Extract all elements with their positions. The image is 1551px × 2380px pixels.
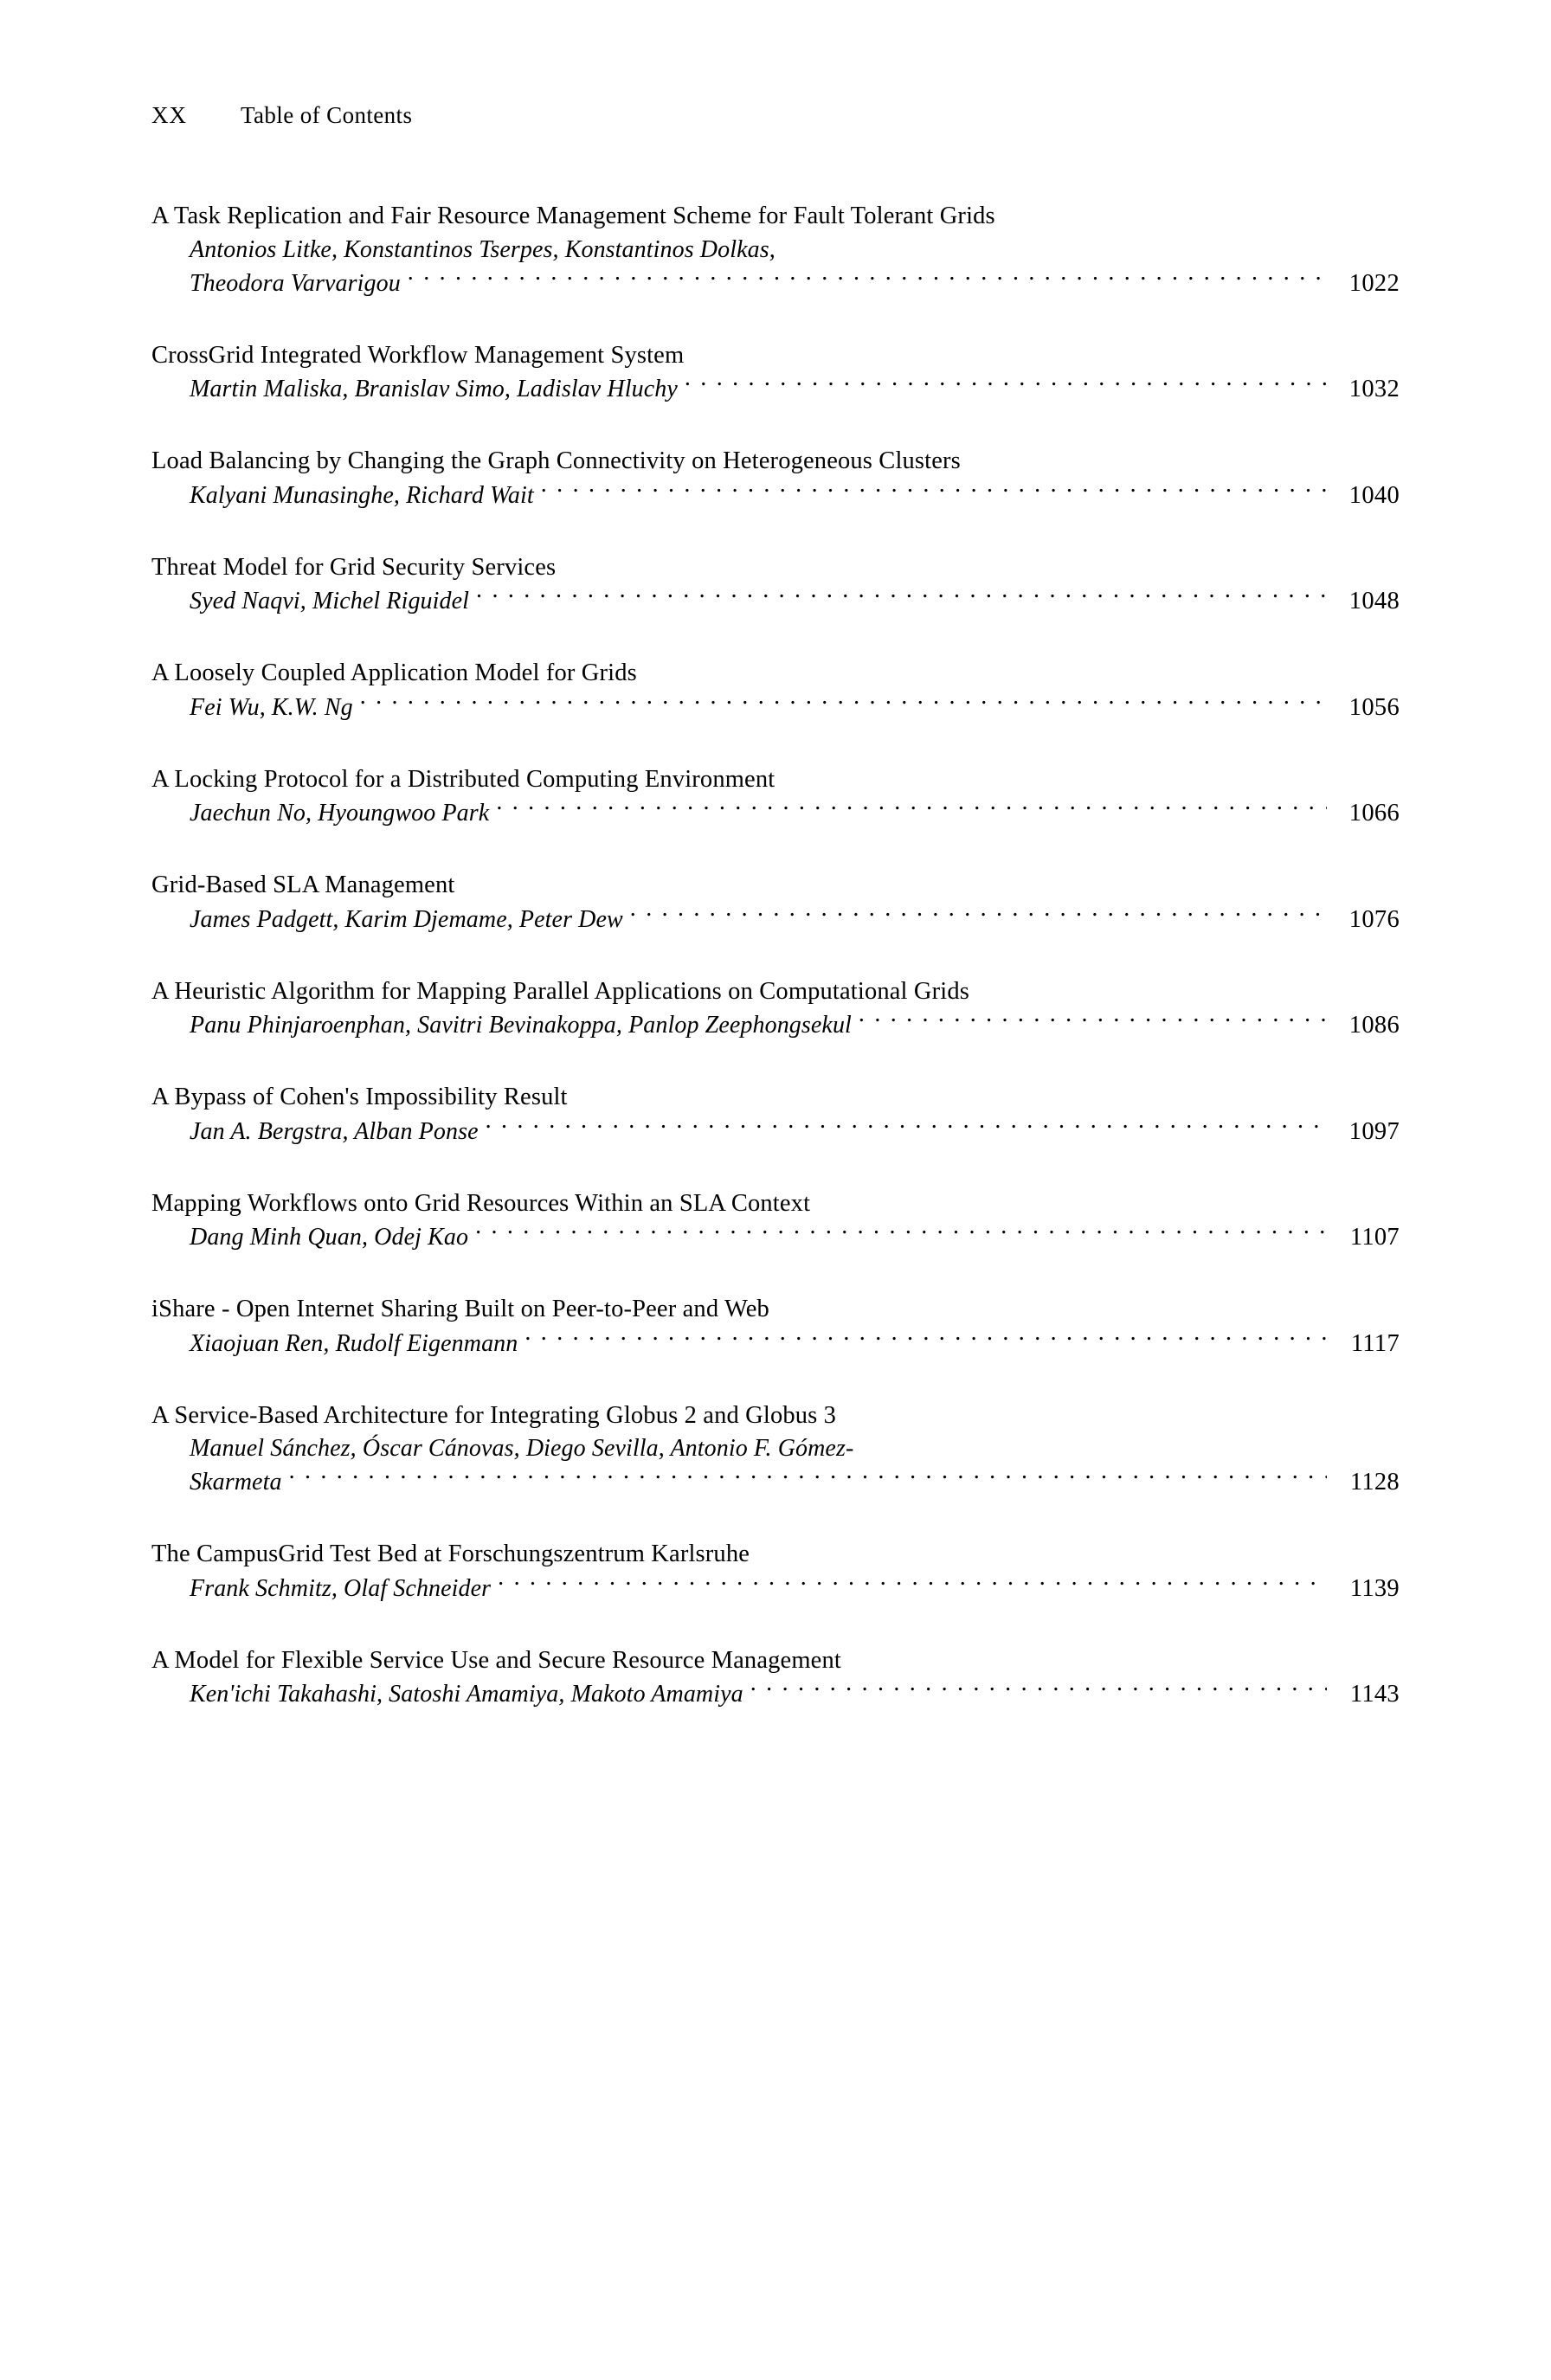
toc-entry-authors: Skarmeta [190, 1469, 282, 1496]
toc-entry[interactable] [151, 339, 1400, 408]
toc-entry-authors-line [151, 1465, 1400, 1500]
toc-entry[interactable] [151, 763, 1400, 832]
toc-entry[interactable] [151, 551, 1400, 620]
toc-entry-authors-line [151, 584, 1400, 619]
toc-entry-title: A Heuristic Algorithm for Mapping Parallel Applications on Computational Grids [151, 977, 969, 1005]
toc-entry-page-number: 1097 [1348, 1117, 1400, 1145]
dot-leader [859, 1008, 1327, 1032]
toc-entry[interactable] [151, 657, 1400, 725]
toc-entry-title: The CampusGrid Test Bed at Forschungszentrum Karlsruhe [151, 1541, 750, 1568]
toc-entry-authors-line [151, 796, 1400, 831]
toc-entry-page-number: 1022 [1348, 269, 1400, 297]
toc-entry-title: CrossGrid Integrated Workflow Management System [151, 341, 685, 369]
page-folio: XX [151, 102, 187, 128]
toc-entry-authors-line [151, 1115, 1400, 1149]
toc-entry[interactable] [151, 975, 1400, 1044]
toc-entry-authors-line [151, 1677, 1400, 1712]
toc-entry[interactable] [151, 1538, 1400, 1606]
dot-leader [496, 796, 1327, 820]
toc-entry-authors: Panu Phinjaroenphan, Savitri Bevinakoppa, Panlop Zeephongsekul [190, 1012, 852, 1039]
dot-leader [476, 584, 1327, 608]
toc-entry-title: Load Balancing by Changing the Graph Connectivity on Heterogeneous Clusters [151, 447, 961, 475]
toc-entry-page-number: 1139 [1349, 1574, 1400, 1602]
toc-entry-authors-first-line: Manuel Sánchez, Óscar Cánovas, Diego Sevilla, Antonio F. Gómez- [190, 1435, 854, 1463]
toc-entry-authors: Jan A. Bergstra, Alban Ponse [190, 1117, 479, 1145]
dot-leader [289, 1465, 1327, 1489]
dot-leader [685, 372, 1327, 396]
toc-entry-authors-first-line: Antonios Litke, Konstantinos Tserpes, Konstantinos Dolkas, [190, 235, 776, 263]
toc-entry-title: Grid-Based SLA Management [151, 872, 455, 899]
toc-entry-authors-line [151, 1572, 1400, 1606]
dot-leader [750, 1677, 1327, 1701]
toc-entry-authors: Kalyani Munasinghe, Richard Wait [190, 481, 534, 509]
toc-entry-authors: Theodora Varvarigou [190, 269, 401, 297]
toc-entry-authors-line [151, 1327, 1400, 1361]
toc-entry-page-number: 1056 [1348, 693, 1400, 721]
toc-entry-page-number: 1040 [1348, 481, 1400, 509]
toc-entry-authors: Xiaojuan Ren, Rudolf Eigenmann [190, 1329, 518, 1357]
toc-entry[interactable] [151, 1644, 1400, 1713]
toc-entry[interactable] [151, 200, 1400, 301]
toc-entry[interactable] [151, 1187, 1400, 1256]
toc-entry-authors-line [151, 903, 1400, 937]
toc-entry-page-number: 1107 [1349, 1224, 1400, 1251]
toc-list [151, 200, 1400, 1712]
toc-entry[interactable] [151, 445, 1400, 513]
toc-entry-authors-line [151, 372, 1400, 407]
toc-entry-authors-line [151, 691, 1400, 725]
toc-entry[interactable] [151, 1293, 1400, 1361]
toc-entry-authors: James Padgett, Karim Djemame, Peter Dew [190, 905, 623, 933]
toc-entry-authors-line [151, 267, 1400, 301]
toc-entry-title: Threat Model for Grid Security Services [151, 553, 557, 581]
toc-entry-title: A Locking Protocol for a Distributed Computing Environment [151, 765, 776, 793]
toc-entry-authors: Martin Maliska, Branislav Simo, Ladislav Hluchy [190, 376, 678, 403]
toc-entry-authors: Fei Wu, K.W. Ng [190, 693, 353, 721]
dot-leader [630, 903, 1327, 927]
dot-leader [360, 691, 1327, 715]
toc-entry-title: Mapping Workflows onto Grid Resources Within an SLA Context [151, 1189, 811, 1217]
toc-entry-title: A Task Replication and Fair Resource Management Scheme for Fault Tolerant Grids [151, 203, 995, 229]
toc-entry-authors: Jaechun No, Hyoungwoo Park [190, 800, 490, 827]
toc-entry-title: iShare - Open Internet Sharing Built on Peer-to-Peer and Web [151, 1296, 769, 1323]
toc-entry-page-number: 1032 [1348, 376, 1400, 403]
dot-leader [541, 479, 1327, 503]
toc-entry-page-number: 1117 [1350, 1329, 1400, 1357]
page-title: Table of Contents [241, 102, 413, 128]
toc-entry-page-number: 1076 [1348, 905, 1400, 933]
toc-entry-authors-line [151, 1008, 1400, 1043]
dot-leader [525, 1327, 1327, 1351]
toc-entry-page-number: 1143 [1349, 1681, 1400, 1708]
toc-entry[interactable] [151, 869, 1400, 937]
toc-entry-authors-line [151, 479, 1400, 513]
toc-entry-title: A Service-Based Architecture for Integrating Globus 2 and Globus 3 [151, 1401, 837, 1429]
toc-entry-authors: Frank Schmitz, Olaf Schneider [190, 1574, 492, 1602]
running-head [151, 102, 1400, 129]
toc-entry[interactable] [151, 1081, 1400, 1149]
dot-leader [408, 267, 1327, 291]
toc-entry-authors-line [151, 1220, 1400, 1255]
dot-leader [498, 1572, 1327, 1596]
toc-entry-page-number: 1048 [1348, 588, 1400, 615]
toc-entry-authors: Ken'ichi Takahashi, Satoshi Amamiya, Makoto Amamiya [190, 1681, 743, 1708]
dot-leader [475, 1220, 1327, 1245]
toc-entry-page-number: 1066 [1348, 800, 1400, 827]
dot-leader [486, 1115, 1327, 1139]
toc-entry-title: A Bypass of Cohen's Impossibility Result [151, 1084, 568, 1111]
toc-entry-title: A Model for Flexible Service Use and Secure Resource Management [151, 1646, 841, 1674]
toc-entry-title: A Loosely Coupled Application Model for Grids [151, 659, 637, 687]
toc-entry[interactable] [151, 1399, 1400, 1501]
toc-entry-page-number: 1086 [1348, 1012, 1400, 1039]
toc-entry-page-number: 1128 [1349, 1469, 1400, 1496]
toc-entry-authors: Dang Minh Quan, Odej Kao [190, 1224, 469, 1251]
toc-entry-authors: Syed Naqvi, Michel Riguidel [190, 588, 470, 615]
